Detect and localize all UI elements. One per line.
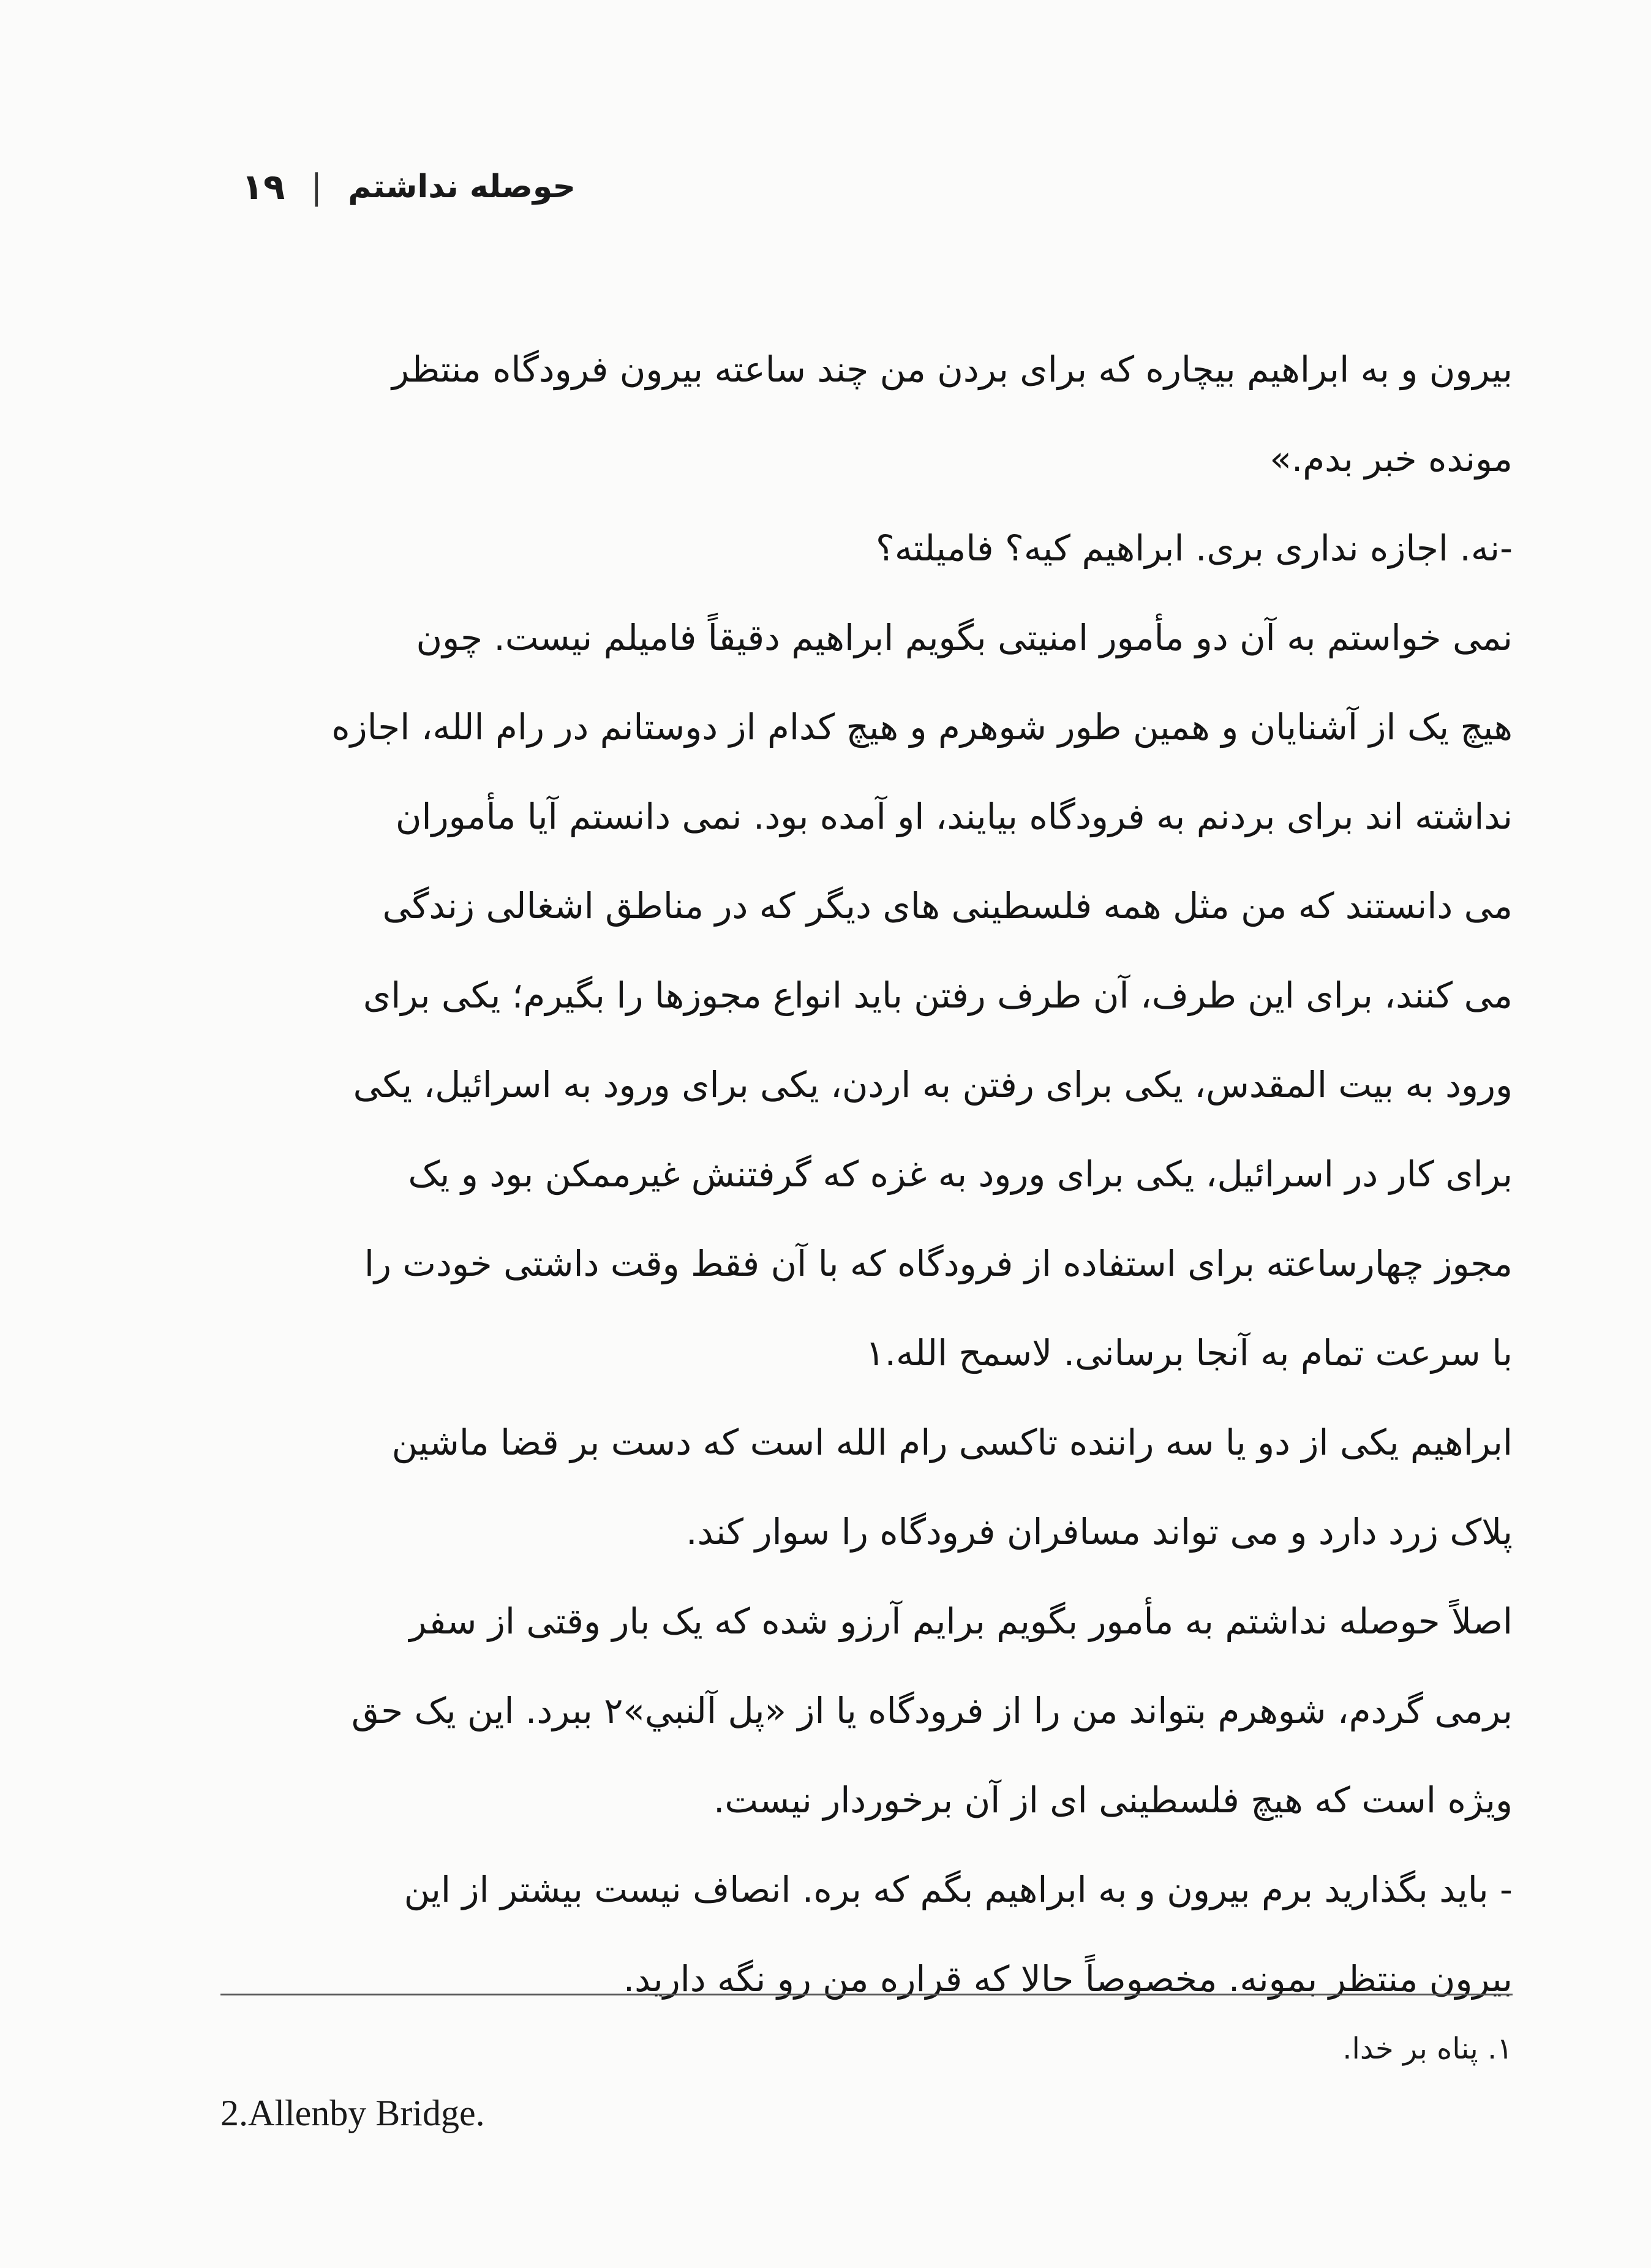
text-line: مجوز چهارساعته برای استفاده از فرودگاه که با آن فقط وقت داشتی خودت را — [364, 1243, 1513, 1284]
text-line: می دانستند که من مثل همه فلسطینی های دیگر که در مناطق اشغالی زندگی — [382, 885, 1513, 927]
text-line: هیچ یک از آشنایان و همین طور شوهرم و هیچ کدام از دوستانم در رام الله، اجازه — [331, 706, 1513, 748]
text-line: ورود به بیت المقدس، یکی برای رفتن به اردن، یکی برای ورود به اسرائیل، یکی — [353, 1064, 1513, 1106]
footnote-2: 2.Allenby Bridge. — [220, 2093, 485, 2133]
page-number: ۱۹ — [241, 166, 285, 208]
text-line: مونده خبر بدم.» — [1269, 438, 1513, 480]
text-line: نداشته اند برای بردنم به فرودگاه بیایند، او آمده بود. نمی دانستم آیا مأموران — [395, 796, 1513, 837]
text-line: می کنند، برای این طرف، آن طرف رفتن باید انواع مجوزها را بگیرم؛ یکی برای — [363, 974, 1513, 1016]
text-line: - باید بگذارید برم بیرون و به ابراهیم بگم که بره. انصاف نیست بیشتر از این — [404, 1869, 1513, 1910]
text-line: ویژه است که هیچ فلسطینی ای از آن برخوردار نیست. — [713, 1779, 1513, 1821]
text-line: اصلاً حوصله نداشتم به مأمور بگویم برایم آرزو شده که یک بار وقتی از سفر — [409, 1600, 1513, 1642]
footnote-divider — [220, 1994, 1513, 1995]
text-line: بیرون و به ابراهیم بیچاره که برای بردن من چند ساعته بیرون فرودگاه منتظر — [392, 348, 1513, 390]
text-line: بیرون منتظر بمونه. مخصوصاً حالا که قراره من رو نگه دارید. — [623, 1958, 1513, 2000]
running-title: حوصله نداشتم — [348, 168, 576, 205]
text-line: با سرعت تمام به آنجا برسانی. لاسمح الله.۱ — [865, 1332, 1513, 1374]
text-line: ابراهیم یکی از دو یا سه راننده تاکسی رام الله است که دست بر قضا ماشین — [391, 1422, 1513, 1463]
body-text — [220, 325, 1513, 2024]
footnote-1: ۱. پناه بر خدا. — [1342, 2032, 1513, 2066]
text-line: برمی گردم، شوهرم بتواند من را از فرودگاه یا از «پل آلنبي»۲ ببرد. این یک حق — [351, 1690, 1513, 1731]
page-header — [220, 153, 576, 220]
text-line: نمی خواستم به آن دو مأمور امنیتی بگویم ابراهیم دقیقاً فامیلم نیست. چون — [416, 617, 1513, 658]
text-line: برای کار در اسرائیل، یکی برای ورود به غزه که گرفتنش غیرممکن بود و یک — [408, 1153, 1513, 1195]
text-line: -نه. اجازه نداری بری. ابراهیم کیه؟ فامیلته؟ — [876, 527, 1513, 569]
header-separator: | — [310, 167, 323, 207]
text-line: پلاک زرد دارد و می تواند مسافران فرودگاه را سوار کند. — [686, 1511, 1513, 1553]
